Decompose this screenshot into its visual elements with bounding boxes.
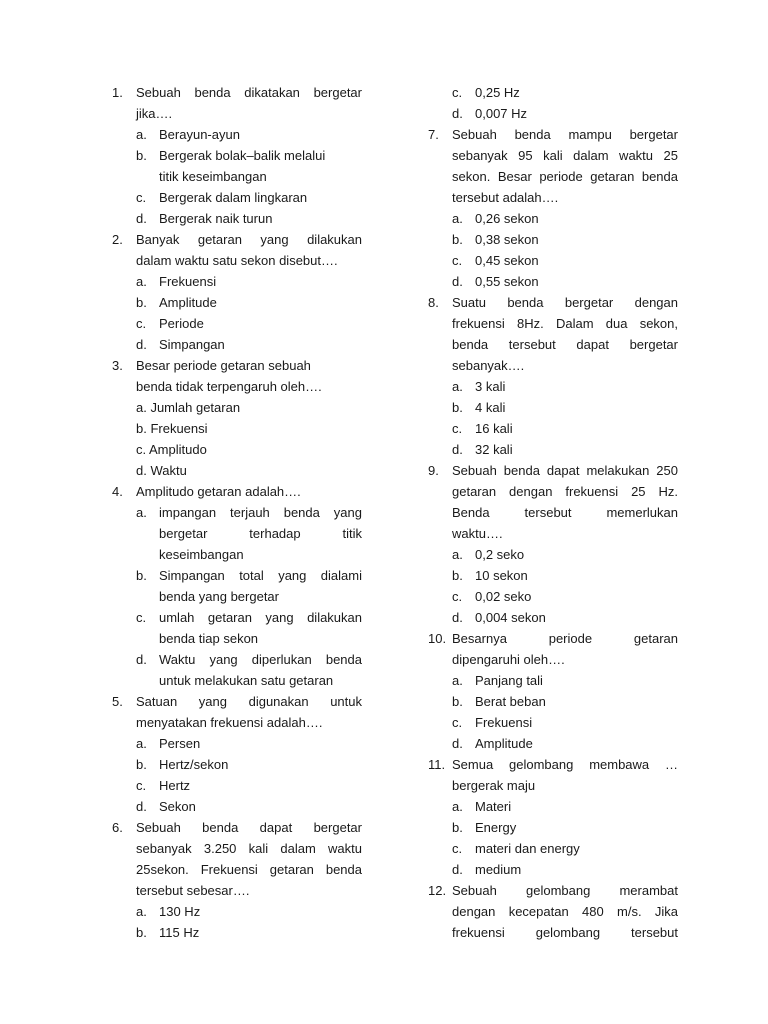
- line-text: Benda tersebut memerlukan: [452, 505, 678, 520]
- option-letter: d.: [136, 799, 147, 814]
- answer-option: [428, 418, 678, 439]
- line-text: Hertz: [159, 778, 191, 793]
- answer-option: [112, 292, 362, 313]
- answer-option: [112, 607, 362, 628]
- option-continuation: [112, 166, 362, 187]
- question-continuation: [428, 649, 678, 670]
- option-letter: d.: [452, 442, 463, 457]
- option-letter: a.: [136, 904, 147, 919]
- question-continuation: [428, 187, 678, 208]
- question-line: [112, 229, 362, 250]
- question-continuation: [112, 880, 362, 901]
- option-letter: d.: [452, 274, 463, 289]
- question-continuation: [112, 712, 362, 733]
- answer-option: [428, 733, 678, 754]
- line-text: Bergerak dalam lingkaran: [159, 190, 308, 205]
- question-number: 6.: [112, 820, 123, 835]
- answer-option: [428, 607, 678, 628]
- question-line: [428, 460, 678, 481]
- question-number: 12.: [428, 883, 447, 898]
- option-letter: a.: [452, 547, 463, 562]
- question-line: [428, 880, 678, 901]
- answer-option: [112, 145, 362, 166]
- line-text: c. Amplitudo: [136, 442, 207, 457]
- line-text: menyatakan frekuensi adalah….: [136, 715, 323, 730]
- question-continuation: [428, 334, 678, 355]
- question-continuation: [428, 166, 678, 187]
- question-line: [428, 124, 678, 145]
- question-number: 8.: [428, 295, 439, 310]
- question-line: [112, 817, 362, 838]
- option-continuation: [112, 544, 362, 565]
- option-letter: c.: [136, 316, 147, 331]
- answer-option: [428, 250, 678, 271]
- option-letter: b.: [452, 400, 463, 415]
- line-text: Amplitudo getaran adalah….: [136, 484, 301, 499]
- option-letter: b.: [452, 568, 463, 583]
- option-letter: d.: [452, 862, 463, 877]
- line-text: jika….: [136, 106, 173, 121]
- line-text: 0,55 sekon: [475, 274, 539, 289]
- question-line: [428, 628, 678, 649]
- line-text: waktu….: [452, 526, 503, 541]
- line-text: Bergerak naik turun: [159, 211, 273, 226]
- question-number: 2.: [112, 232, 123, 247]
- line-text: 0,45 sekon: [475, 253, 539, 268]
- line-text: 0,25 Hz: [475, 85, 520, 100]
- line-text: 16 kali: [475, 421, 513, 436]
- answer-option: [112, 901, 362, 922]
- question-continuation: [428, 145, 678, 166]
- question-number: 11.: [428, 757, 446, 772]
- answer-option: [112, 565, 362, 586]
- option-continuation: [112, 628, 362, 649]
- line-text: Hertz/sekon: [159, 757, 229, 772]
- line-text: Simpangan: [159, 337, 225, 352]
- answer-option: [112, 796, 362, 817]
- answer-option: [428, 103, 678, 124]
- line-text: Berayun-ayun: [159, 127, 240, 142]
- answer-option: [428, 670, 678, 691]
- option-letter: d.: [452, 106, 463, 121]
- line-text: Simpangan total yang dialami: [159, 568, 362, 583]
- question-number: 7.: [428, 127, 439, 142]
- answer-option: [428, 859, 678, 880]
- line-text: Frekuensi: [159, 274, 217, 289]
- right-column: [428, 82, 678, 943]
- answer-option: [112, 208, 362, 229]
- answer-option: [112, 649, 362, 670]
- answer-option: [112, 922, 362, 943]
- line-text: frekuensi gelombang tersebut: [452, 925, 678, 940]
- line-text: sebanyak 95 kali dalam waktu 25: [452, 148, 678, 163]
- line-text: materi dan energy: [475, 841, 580, 856]
- line-text: untuk melakukan satu getaran: [159, 673, 334, 688]
- question-line: [112, 355, 362, 376]
- option-letter: a.: [452, 799, 463, 814]
- option-letter: b.: [136, 757, 147, 772]
- option-letter: d.: [452, 736, 463, 751]
- answer-option: [112, 733, 362, 754]
- option-letter: c.: [452, 85, 463, 100]
- answer-option: [428, 838, 678, 859]
- line-text: Besar periode getaran sebuah: [136, 358, 311, 373]
- answer-option: [428, 712, 678, 733]
- answer-option: [112, 334, 362, 355]
- option-letter: c.: [136, 778, 147, 793]
- question-number: 1.: [112, 85, 123, 100]
- question-continuation: [428, 481, 678, 502]
- question-continuation: [428, 502, 678, 523]
- line-text: benda tersebut dapat bergetar: [452, 337, 678, 352]
- line-text: Bergerak bolak–balik melalui: [159, 148, 326, 163]
- line-text: Sekon: [159, 799, 196, 814]
- question-continuation: [428, 313, 678, 334]
- question-number: 5.: [112, 694, 123, 709]
- question-continuation: [428, 523, 678, 544]
- question-continuation: [428, 355, 678, 376]
- answer-option: [428, 229, 678, 250]
- answer-option: [428, 691, 678, 712]
- line-text: bergerak maju: [452, 778, 536, 793]
- answer-option: [428, 544, 678, 565]
- line-text: dipengaruhi oleh….: [452, 652, 565, 667]
- option-continuation: [112, 523, 362, 544]
- question-line: [428, 754, 678, 775]
- line-text: Amplitude: [475, 736, 533, 751]
- option-letter: a.: [452, 673, 463, 688]
- line-text: Persen: [159, 736, 201, 751]
- answer-option: [428, 271, 678, 292]
- line-text: frekuensi 8Hz. Dalam dua sekon,: [452, 316, 678, 331]
- line-text: Banyak getaran yang dilakukan: [136, 232, 362, 247]
- line-text: 0,2 seko: [475, 547, 525, 562]
- option-continuation: [112, 670, 362, 691]
- option-continuation: [112, 586, 362, 607]
- line-text: 25sekon. Frekuensi getaran benda: [136, 862, 362, 877]
- line-text: getaran dengan frekuensi 25 Hz.: [452, 484, 678, 499]
- line-text: Sebuah benda dapat bergetar: [136, 820, 362, 835]
- line-text: Sebuah benda dapat melakukan 250: [452, 463, 678, 478]
- line-text: 10 sekon: [475, 568, 528, 583]
- question-line: [112, 82, 362, 103]
- question-continuation: [112, 418, 362, 439]
- option-letter: a.: [136, 505, 147, 520]
- line-text: d. Waktu: [136, 463, 187, 478]
- answer-option: [112, 124, 362, 145]
- line-text: dengan kecepatan 480 m/s. Jika: [452, 904, 678, 919]
- line-text: Besarnya periode getaran: [452, 631, 678, 646]
- line-text: 4 kali: [475, 400, 506, 415]
- option-letter: b.: [452, 232, 463, 247]
- option-letter: c.: [452, 253, 463, 268]
- question-line: [112, 481, 362, 502]
- answer-option: [112, 775, 362, 796]
- answer-option: [112, 271, 362, 292]
- question-number: 4.: [112, 484, 123, 499]
- line-text: Berat beban: [475, 694, 546, 709]
- line-text: 0,007 Hz: [475, 106, 528, 121]
- line-text: 0,02 seko: [475, 589, 532, 604]
- line-text: titik keseimbangan: [159, 169, 267, 184]
- question-line: [428, 292, 678, 313]
- answer-option: [428, 586, 678, 607]
- line-text: Periode: [159, 316, 204, 331]
- line-text: tersebut sebesar….: [136, 883, 250, 898]
- answer-option: [112, 313, 362, 334]
- line-text: medium: [475, 862, 522, 877]
- line-text: Waktu yang diperlukan benda: [159, 652, 362, 667]
- question-continuation: [112, 103, 362, 124]
- question-continuation: [112, 250, 362, 271]
- question-continuation: [428, 775, 678, 796]
- question-number: 3.: [112, 358, 123, 373]
- option-letter: d.: [136, 652, 147, 667]
- question-continuation: [112, 460, 362, 481]
- line-text: Amplitude: [159, 295, 217, 310]
- answer-option: [428, 82, 678, 103]
- line-text: impangan terjauh benda yang: [159, 505, 362, 520]
- answer-option: [112, 754, 362, 775]
- option-letter: b.: [136, 295, 147, 310]
- option-letter: d.: [136, 337, 147, 352]
- question-continuation: [112, 439, 362, 460]
- option-letter: b.: [136, 925, 147, 940]
- question-continuation: [112, 376, 362, 397]
- answer-option: [428, 376, 678, 397]
- answer-option: [428, 796, 678, 817]
- line-text: a. Jumlah getaran: [136, 400, 241, 415]
- option-letter: a.: [452, 379, 463, 394]
- line-text: Energy: [475, 820, 517, 835]
- line-text: 3 kali: [475, 379, 506, 394]
- line-text: benda yang bergetar: [159, 589, 279, 604]
- option-letter: c.: [452, 841, 463, 856]
- line-text: Semua gelombang membawa …: [452, 757, 678, 772]
- line-text: Suatu benda bergetar dengan: [452, 295, 678, 310]
- line-text: umlah getaran yang dilakukan: [159, 610, 362, 625]
- line-text: sekon. Besar periode getaran benda: [452, 169, 678, 184]
- question-line: [112, 691, 362, 712]
- option-letter: b.: [136, 568, 147, 583]
- answer-option: [428, 397, 678, 418]
- option-letter: c.: [452, 715, 463, 730]
- answer-option: [428, 565, 678, 586]
- answer-option: [112, 502, 362, 523]
- line-text: benda tiap sekon: [159, 631, 259, 646]
- question-continuation: [428, 901, 678, 922]
- line-text: b. Frekuensi: [136, 421, 208, 436]
- line-text: sebanyak….: [452, 358, 525, 373]
- option-letter: b.: [452, 820, 463, 835]
- line-text: 32 kali: [475, 442, 513, 457]
- question-continuation: [112, 397, 362, 418]
- option-letter: d.: [136, 211, 147, 226]
- option-letter: c.: [136, 610, 147, 625]
- line-text: tersebut adalah….: [452, 190, 559, 205]
- option-letter: c.: [452, 589, 463, 604]
- question-number: 9.: [428, 463, 439, 478]
- line-text: 0,38 sekon: [475, 232, 539, 247]
- line-text: Sebuah benda dikatakan bergetar: [136, 85, 362, 100]
- option-letter: a.: [136, 274, 147, 289]
- line-text: Sebuah benda mampu bergetar: [452, 127, 678, 142]
- answer-option: [428, 208, 678, 229]
- line-text: Panjang tali: [475, 673, 543, 688]
- answer-option: [112, 187, 362, 208]
- line-text: 0,004 sekon: [475, 610, 546, 625]
- line-text: sebanyak 3.250 kali dalam waktu: [136, 841, 362, 856]
- line-text: Materi: [475, 799, 512, 814]
- option-letter: c.: [452, 421, 463, 436]
- line-text: bergetar terhadap titik: [159, 526, 362, 541]
- line-text: Satuan yang digunakan untuk: [136, 694, 362, 709]
- line-text: Frekuensi: [475, 715, 533, 730]
- answer-option: [428, 439, 678, 460]
- option-letter: b.: [136, 148, 147, 163]
- option-letter: b.: [452, 694, 463, 709]
- line-text: keseimbangan: [159, 547, 244, 562]
- left-column: [112, 82, 362, 943]
- question-continuation: [112, 859, 362, 880]
- option-letter: a.: [452, 211, 463, 226]
- option-letter: a.: [136, 127, 147, 142]
- line-text: benda tidak terpengaruh oleh….: [136, 379, 322, 394]
- line-text: 115 Hz: [159, 925, 200, 940]
- line-text: 130 Hz: [159, 904, 201, 919]
- line-text: dalam waktu satu sekon disebut….: [136, 253, 338, 268]
- line-text: Sebuah gelombang merambat: [452, 883, 678, 898]
- question-number: 10.: [428, 631, 447, 646]
- answer-option: [428, 817, 678, 838]
- option-letter: d.: [452, 610, 463, 625]
- question-continuation: [112, 838, 362, 859]
- line-text: 0,26 sekon: [475, 211, 539, 226]
- option-letter: c.: [136, 190, 147, 205]
- question-continuation: [428, 922, 678, 943]
- option-letter: a.: [136, 736, 147, 751]
